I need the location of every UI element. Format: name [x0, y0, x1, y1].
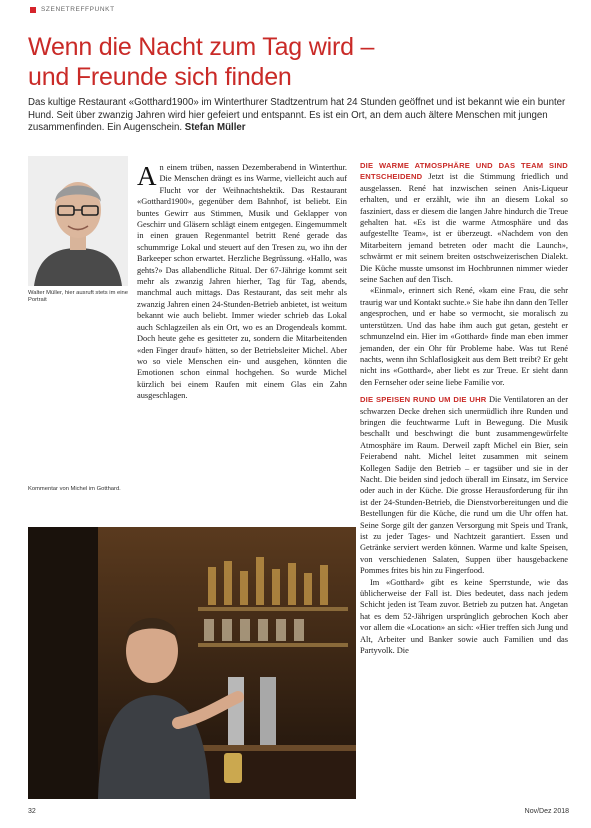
subheading-food: DIE SPEISEN RUND UM DIE UHR: [360, 395, 487, 405]
column-2-paragraph-1: [360, 160, 568, 285]
article-column-2: [360, 160, 568, 656]
page-title: [28, 32, 568, 92]
issue-label: Nov/Dez 2018: [524, 808, 569, 815]
lead-text: Das kultige Restaurant «Gotthard1900» im Winterthurer Stadtzentrum hat 24 Stunden geöffnet und ist bekannt wie ein bunter Hund. Seit über zwanzig Jahren wird hier gefeiert und entspannt. Es ist ein Ort, an dem auch ältere Menschen mit jungen zusammenfinden. Ein Augenschein.: [28, 97, 566, 134]
column-2-text-1: Jetzt ist die Stimmung friedlich und ausgelassen. René hat inzwischen seinen Anis-Liqueur erhalten, und er erzählt, wie ihn an diesem Lokal so fasziniert, dass er diesem die langen Jahre hindurch die Treue gehalten hat. «Es ist die warme Atmosphäre und das aufgestellte Team», ist er überzeugt. «Nachdem von den Mitarbeitern jemand betreten oder macht die Launch», schwärmt er mit seinem breiten ostschweizerischen Dialekt. Die Küche musste umsonst im Hochbrunnen nimmer wieder seine Sachen auf den Tisch.: [360, 172, 568, 285]
bar-photo: [28, 527, 356, 799]
bar-illustration: [28, 527, 356, 799]
portrait-illustration: [28, 156, 128, 286]
author-name: Stefan Müller: [184, 122, 246, 134]
column-2-paragraph-3: [360, 394, 568, 577]
column-2-paragraph-2: «Einmal», erinnert sich René, «kam eine Frau, die sehr traurig war und Kontakt suchte.» Sie habe ihn dann den Teller angesprochen, und er habe so vermocht, sie moralisch zu unterstützen. Und das habe ihm auch gut getan, gesteht er schmunzelnd ein. Hier im «Gotthard» finde man eben immer jemanden, der ein Ohr für Probleme habe. Was tut René nachts, wenn ihn Schlaflosigkeit aus dem Bett treibt? Er geht nicht ins «Gotthard», aber liebt es zur Treue. Er sieht dann den Fernseher oder seine liebe Familie vor.: [360, 286, 568, 387]
kicker-square-icon: [30, 7, 36, 13]
lead-paragraph: [28, 97, 568, 135]
dropcap-letter: A: [137, 161, 157, 191]
subheading-atmosphere: DIE WARME ATMOSPHÄRE UND DAS TEAM SIND ENTSCHEIDEND: [360, 161, 568, 182]
column-2-text-3: Die Ventilatoren an der schwarzen Decke drehen sich unermüdlich ihre Runden und bringen die feuchtwarme Luft in Bewegung. Die Musik beschallt und beschwingt die bunt zusammengewürfelte Atmosphäre im Raum. Derweil zapft Michel ein Bier, sein Feierabend naht. Michel leitet zusammen mit seinem Kollegen Sadije den Betrieb – er tagsüber und sie in der Nacht. Die beiden sind jedoch überall im Einsatz, im Service oder auch in der Küche. Die grosse Herausforderung für ihn ist der 24-Stunden-Betrieb, die Dienstvorbereitungen und die Bestellungen für die Küche, die rund um die Uhr offen hat. Seine Sorge gilt der ganzen Versorgung mit Speis und Trank, ist zu jeder Tages- und Nachtzeit garantiert. Essen und Getränke serviert werden können. Warme und kalte Speisen, von verschiedenen Salaten, Suppen über hausgebackene Pommes frites bis hin zu Fingerfood.: [360, 395, 569, 576]
column-1-paragraph: [137, 162, 347, 402]
title-line-2: und Freunde sich finden: [28, 63, 292, 91]
page-number: 32: [28, 808, 36, 815]
column-1-text: n einem trüben, nassen Dezemberabend in Winterthur. Die Menschen drängt es ins Warme, vielleicht auch auf Flucht vor der Weihnachtshektik. Das Restaurant «Gotthard1900», gegenüber dem Bahnhof, ist beliebt. Ein buntes Gewirr aus Stimmen, Musik und Geklapper von Geschirr und Gläsern schlägt einem entgegen. Eingemummelt in einen grauen Regenmantel betritt René gerade das schummrige Lokal und steuert auf den Tresen zu, wo ihn der Barkeeper schon erwartet. Herzliche Begrüssung. «Hallo, was gehts?» Das allabendliche Ritual. Der 67-Jährige kommt seit mehr als zwanzig Jahren hierher, Tag für Tag, abends, manchmal auch mittags. Das Restaurant, das seit mehr als zwanzig Jahren einen 24-Stunden-Betrieb anbietet, ist weitum bekannt wie auch beliebt. Immer wieder schrieb das Lokal auch Schlagzeilen als ein Ort, wo es an Drogendeals kommt. Doch heute gehe es gesitteter zu, sondern die Mitarbeitenden «den Finger drauf» hätten, so der Betriebsleiter Michel. Aber wo so viele Menschen ein- und ausgehen, könnten die Emotionen schon einmal hochgehen. So wurde Michel kürzlich bei einem Raufen mit einem Glas ein Zahn ausgeschlagen.: [137, 163, 347, 401]
title-line-1: Wenn die Nacht zum Tag wird –: [28, 33, 375, 61]
kicker-label: SZENETREFFPUNKT: [41, 6, 115, 13]
column-2-paragraph-4: Im «Gotthard» gibt es keine Sperrstunde, wie das üblicherweise der Fall ist. Dies bedeutet, dass nach jedem Schicht jeden ist Team zuvor. Betrieb zu putzen hat. Angetan hat es dem 52-Jährigen ursprünglich gebrochen Koch aber vor allem die «Location» an sich: «Hier treffen sich Jung und Alt, Arbeiter und Banker sowie auch Familien und das Partyvolk. Die: [360, 577, 568, 656]
photo-caption: Kommentar von Michel im Gotthard.: [28, 486, 121, 492]
section-kicker: [30, 6, 115, 13]
portrait-caption: Walter Müller, hier ausruft stets im eine Portrait: [28, 290, 128, 303]
portrait-photo: [28, 156, 128, 286]
article-column-1: [137, 162, 347, 402]
